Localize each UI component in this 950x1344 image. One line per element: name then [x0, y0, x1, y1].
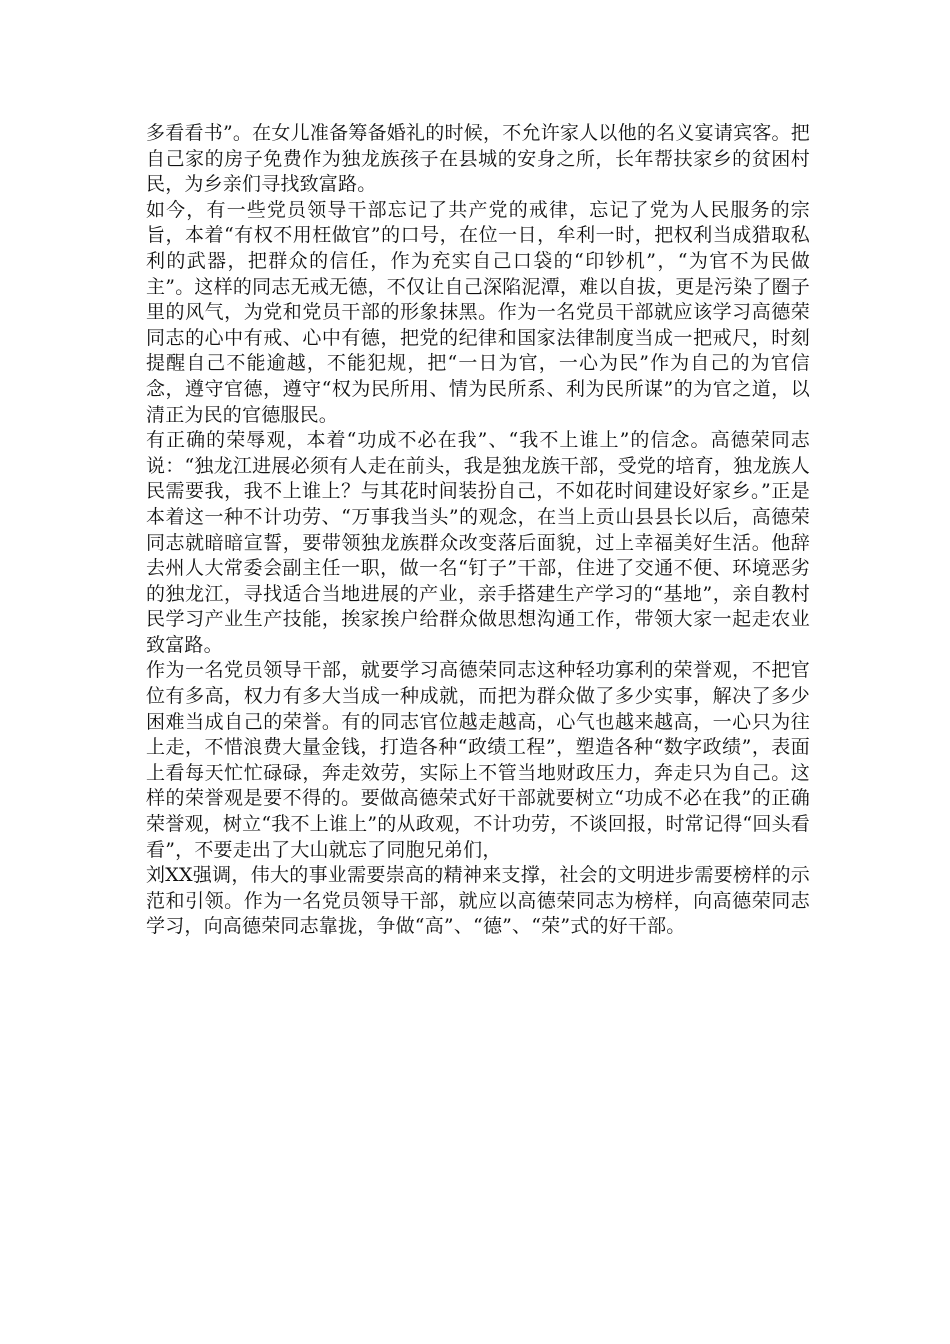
paragraph-2: 如今，有一些党员领导干部忘记了共产党的戒律，忘记了党为人民服务的宗旨，本着“有权不用枉做官”的口号，在位一日，牟利一时，把权利当成猎取私利的武器，把群众的信任，作为充实自己口袋的“印钞机”，“为官不为民做主”。这样的同志无戒无德，不仅让自己深陷泥潭，难以自拔，更是污染了圈子里的风气，为党和党员干部的形象抹黑。作为一名党员干部就应该学习高德荣同志的心中有戒、心中有德，把党的纪律和国家法律制度当成一把戒尺，时刻提醒自己不能逾越，不能犯规，把“一日为官，一心为民”作为自己的为官信念，遵守官德，遵守“权为民所用、情为民所系、利为民所谋”的为官之道，以清正为民的官德服民。: [146, 198, 810, 426]
document-body: [146, 121, 810, 940]
paragraph-5: 刘XX强调，伟大的事业需要崇高的精神来支撑，社会的文明进步需要榜样的示范和引领。作为一名党员领导干部，就应以高德荣同志为榜样，向高德荣同志学习，向高德荣同志靠拢，争做“高”、“德”、“荣”式的好干部。: [146, 864, 810, 938]
paragraph-4: 作为一名党员领导干部，就要学习高德荣同志这种轻功寡利的荣誉观，不把官位有多高，权力有多大当成一种成就，而把为群众做了多少实事，解决了多少困难当成自己的荣誉。有的同志官位越走越高，心气也越来越高，一心只为往上走，不惜浪费大量金钱，打造各种“政绩工程”，塑造各种“数字政绩”，表面上看每天忙忙碌碌，奔走效劳，实际上不管当地财政压力，奔走只为自己。这样的荣誉观是要不得的。要做高德荣式好干部就要树立“功成不必在我”的正确荣誉观，树立“我不上谁上”的从政观，不计功劳，不谈回报，时常记得“回头看看”，不要走出了大山就忘了同胞兄弟们，: [146, 659, 810, 861]
paragraph-3: 有正确的荣辱观，本着“功成不必在我”、“我不上谁上”的信念。高德荣同志说：“独龙江进展必须有人走在前头，我是独龙族干部，受党的培育，独龙族人民需要我，我不上谁上？与其花时间装扮自己，不如花时间建设好家乡。”正是本着这一种不计功劳、“万事我当头”的观念，在当上贡山县县长以后，高德荣同志就暗暗宣誓，要带领独龙族群众改变落后面貌，过上幸福美好生活。他辞去州人大常委会副主任一职，做一名“钉子”干部，住进了交通不便、环境恶劣的独龙江，寻找适合当地进展的产业，亲手搭建生产学习的“基地”，亲自教村民学习产业生产技能，挨家挨户给群众做思想沟通工作，带领大家一起走农业致富路。: [146, 429, 810, 656]
paragraph-1: 多看看书”。在女儿准备筹备婚礼的时候，不允许家人以他的名义宴请宾客。把自己家的房子免费作为独龙族孩子在县城的安身之所，长年帮扶家乡的贫困村民，为乡亲们寻找致富路。: [146, 122, 810, 196]
